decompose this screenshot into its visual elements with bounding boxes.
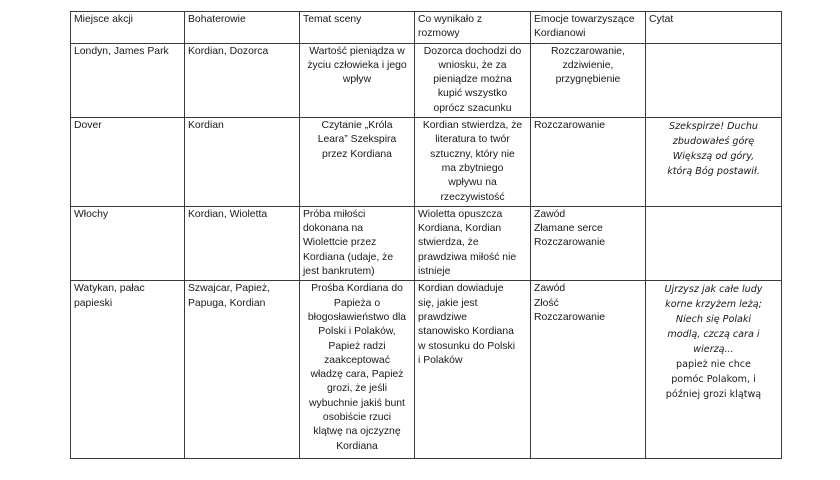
text-line: Zawód (534, 208, 566, 220)
cell-wynik (415, 281, 531, 459)
scene-analysis-table (70, 11, 782, 459)
cell-bohaterowie (185, 206, 300, 280)
cell-temat (300, 118, 415, 207)
text-line: Złość (534, 297, 559, 309)
text-line: Kordiana (udaje, że (303, 251, 394, 263)
header-cytat (646, 12, 782, 44)
text-line: Wioletta opuszcza (418, 208, 503, 220)
text-line: Kordianowi (534, 28, 586, 40)
text-line: prawdziwe (418, 311, 468, 323)
text-line: Miejsce akcji (74, 14, 133, 25)
text-line: Polski i Polaków, (318, 326, 396, 338)
text-line: wybuchnie jakiś bunt (309, 397, 405, 409)
cell-miejsce (71, 206, 185, 280)
cell-temat (300, 281, 415, 459)
text-line: klątwę na ojczyznę (313, 426, 401, 438)
text-line: dokonana na (303, 223, 364, 235)
table-row (71, 281, 782, 459)
text-line: Zawód (534, 283, 566, 295)
text-line: oprócz szacunku (433, 102, 512, 114)
text-line: rozmowy (418, 28, 460, 40)
text-line: Wiolettcie przez (303, 237, 377, 249)
text-line: Dozorca dochodzi do (423, 45, 522, 57)
quote-comment (649, 357, 778, 402)
text-line: Kordian, Wioletta (188, 208, 268, 220)
quote-italic (649, 282, 778, 357)
text-line: Temat sceny (303, 14, 362, 25)
text-line: przez Kordiana (322, 148, 392, 160)
text-line: rzeczywistość (440, 191, 505, 203)
text-line: Niech się Polaki (675, 314, 752, 326)
text-line: pieniądze można (433, 74, 512, 86)
text-line: wierzą... (693, 344, 734, 356)
text-line: Papuga, Kordian (188, 297, 266, 309)
text-line: Kordian, Dozorca (188, 45, 269, 57)
text-line: Czytanie „Króla (321, 120, 393, 132)
table-header-row (71, 12, 782, 44)
text-line: wniosku, że za (438, 59, 507, 71)
text-line: sztuczny, który nie (430, 148, 515, 160)
text-line: Watykan, pałac (74, 283, 145, 295)
text-line: Większą od góry, (672, 151, 755, 163)
text-line: Próba miłości (303, 208, 366, 220)
text-line: literatura to twór (435, 134, 510, 146)
cell-miejsce (71, 281, 185, 459)
text-line: Emocje towarzyszące (534, 14, 635, 25)
text-line: prawdziwa miłość nie (418, 251, 517, 263)
cell-emocje (531, 206, 646, 280)
text-line: wpływu na (448, 177, 497, 189)
text-line: jest bankrutem) (303, 266, 375, 278)
text-line: modlą, czczą cara i (667, 329, 760, 341)
text-line: Kordiana, Kordian (418, 223, 502, 235)
text-line: życiu człowieka i jego (307, 59, 407, 71)
cell-cytat (646, 206, 782, 280)
header-co-wynikalo (415, 12, 531, 44)
text-line: Co wynikało z (418, 14, 483, 25)
text-line: Londyn, James Park (74, 45, 169, 57)
cell-bohaterowie (185, 43, 300, 117)
text-line: Rozczarowanie (534, 237, 606, 249)
text-line: pomóc Polakom, i (671, 374, 756, 386)
table-row (71, 118, 782, 207)
text-line: przygnębienie (555, 74, 621, 86)
text-line: stwierdza, że (418, 237, 479, 249)
text-line: Kordian dowiaduje (418, 283, 504, 295)
document-page (70, 11, 781, 459)
header-emocje (531, 12, 646, 44)
text-line: istnieje (418, 266, 451, 278)
text-line: grozi, że jeśli (326, 383, 388, 395)
cell-bohaterowie (185, 281, 300, 459)
text-line: Rozczarowanie, (551, 45, 625, 57)
text-line: Bohaterowie (188, 14, 246, 25)
text-line: stanowisko Kordiana (418, 326, 514, 338)
text-line: Wartość pieniądza w (309, 45, 405, 57)
text-line: Rozczarowanie (534, 311, 606, 323)
table-row (71, 43, 782, 117)
table-row (71, 206, 782, 280)
text-line: zdziwienie, (562, 59, 614, 71)
cell-temat (300, 206, 415, 280)
text-line: papież nie chce (676, 359, 751, 371)
text-line: Szwajcar, Papież, (188, 283, 271, 295)
header-bohaterowie (185, 12, 300, 44)
text-line: Rozczarowanie (534, 120, 606, 132)
text-line: w stosunku do Polski (418, 340, 516, 352)
cell-wynik (415, 118, 531, 207)
cell-wynik (415, 206, 531, 280)
text-line: Kordiana (336, 440, 378, 452)
text-line: którą Bóg postawił. (667, 166, 760, 178)
text-line: osobiście rzuci (322, 412, 392, 424)
text-line: kupić wszystko (437, 88, 508, 100)
text-line: Cytat (649, 14, 674, 25)
text-line: Włochy (74, 208, 109, 220)
text-line: później grozi klątwą (665, 389, 762, 401)
cell-emocje (531, 281, 646, 459)
cell-temat (300, 43, 415, 117)
cell-emocje (531, 118, 646, 207)
text-line: błogosławieństwo dla (307, 311, 407, 323)
text-line: władzę cara, Papież (310, 369, 404, 381)
text-line: Leara” Szekspira (317, 134, 397, 146)
text-line: Złamane serce (534, 223, 603, 235)
text-line: Papież radzi (328, 340, 386, 352)
text-line: Ujrzysz jak całe ludy (664, 284, 763, 296)
header-temat-sceny (300, 12, 415, 44)
text-line: Kordian (188, 120, 224, 132)
header-miejsce-akcji (71, 12, 185, 44)
text-line: się, jakie jest (418, 297, 478, 309)
text-line: ma zbytniego (441, 162, 504, 174)
cell-cytat (646, 118, 782, 207)
cell-cytat (646, 281, 782, 459)
cell-cytat (646, 43, 782, 117)
text-line: Szekspirze! Duchu (668, 121, 759, 133)
text-line: Prośba Kordiana do (311, 283, 403, 295)
text-line: i Polaków (418, 354, 463, 366)
text-line: papieski (74, 297, 113, 309)
text-line: zbudowałeś górę (672, 136, 755, 148)
text-line: Dover (74, 120, 102, 132)
text-line: Papieża o (333, 297, 381, 309)
text-line: Kordian stwierdza, że (422, 120, 523, 132)
text-line: korne krzyżem leżą; (665, 299, 762, 311)
cell-miejsce (71, 118, 185, 207)
cell-emocje (531, 43, 646, 117)
cell-wynik (415, 43, 531, 117)
text-line: zaakceptować (324, 354, 390, 366)
cell-miejsce (71, 43, 185, 117)
text-line: wpływ (342, 74, 372, 86)
cell-bohaterowie (185, 118, 300, 207)
